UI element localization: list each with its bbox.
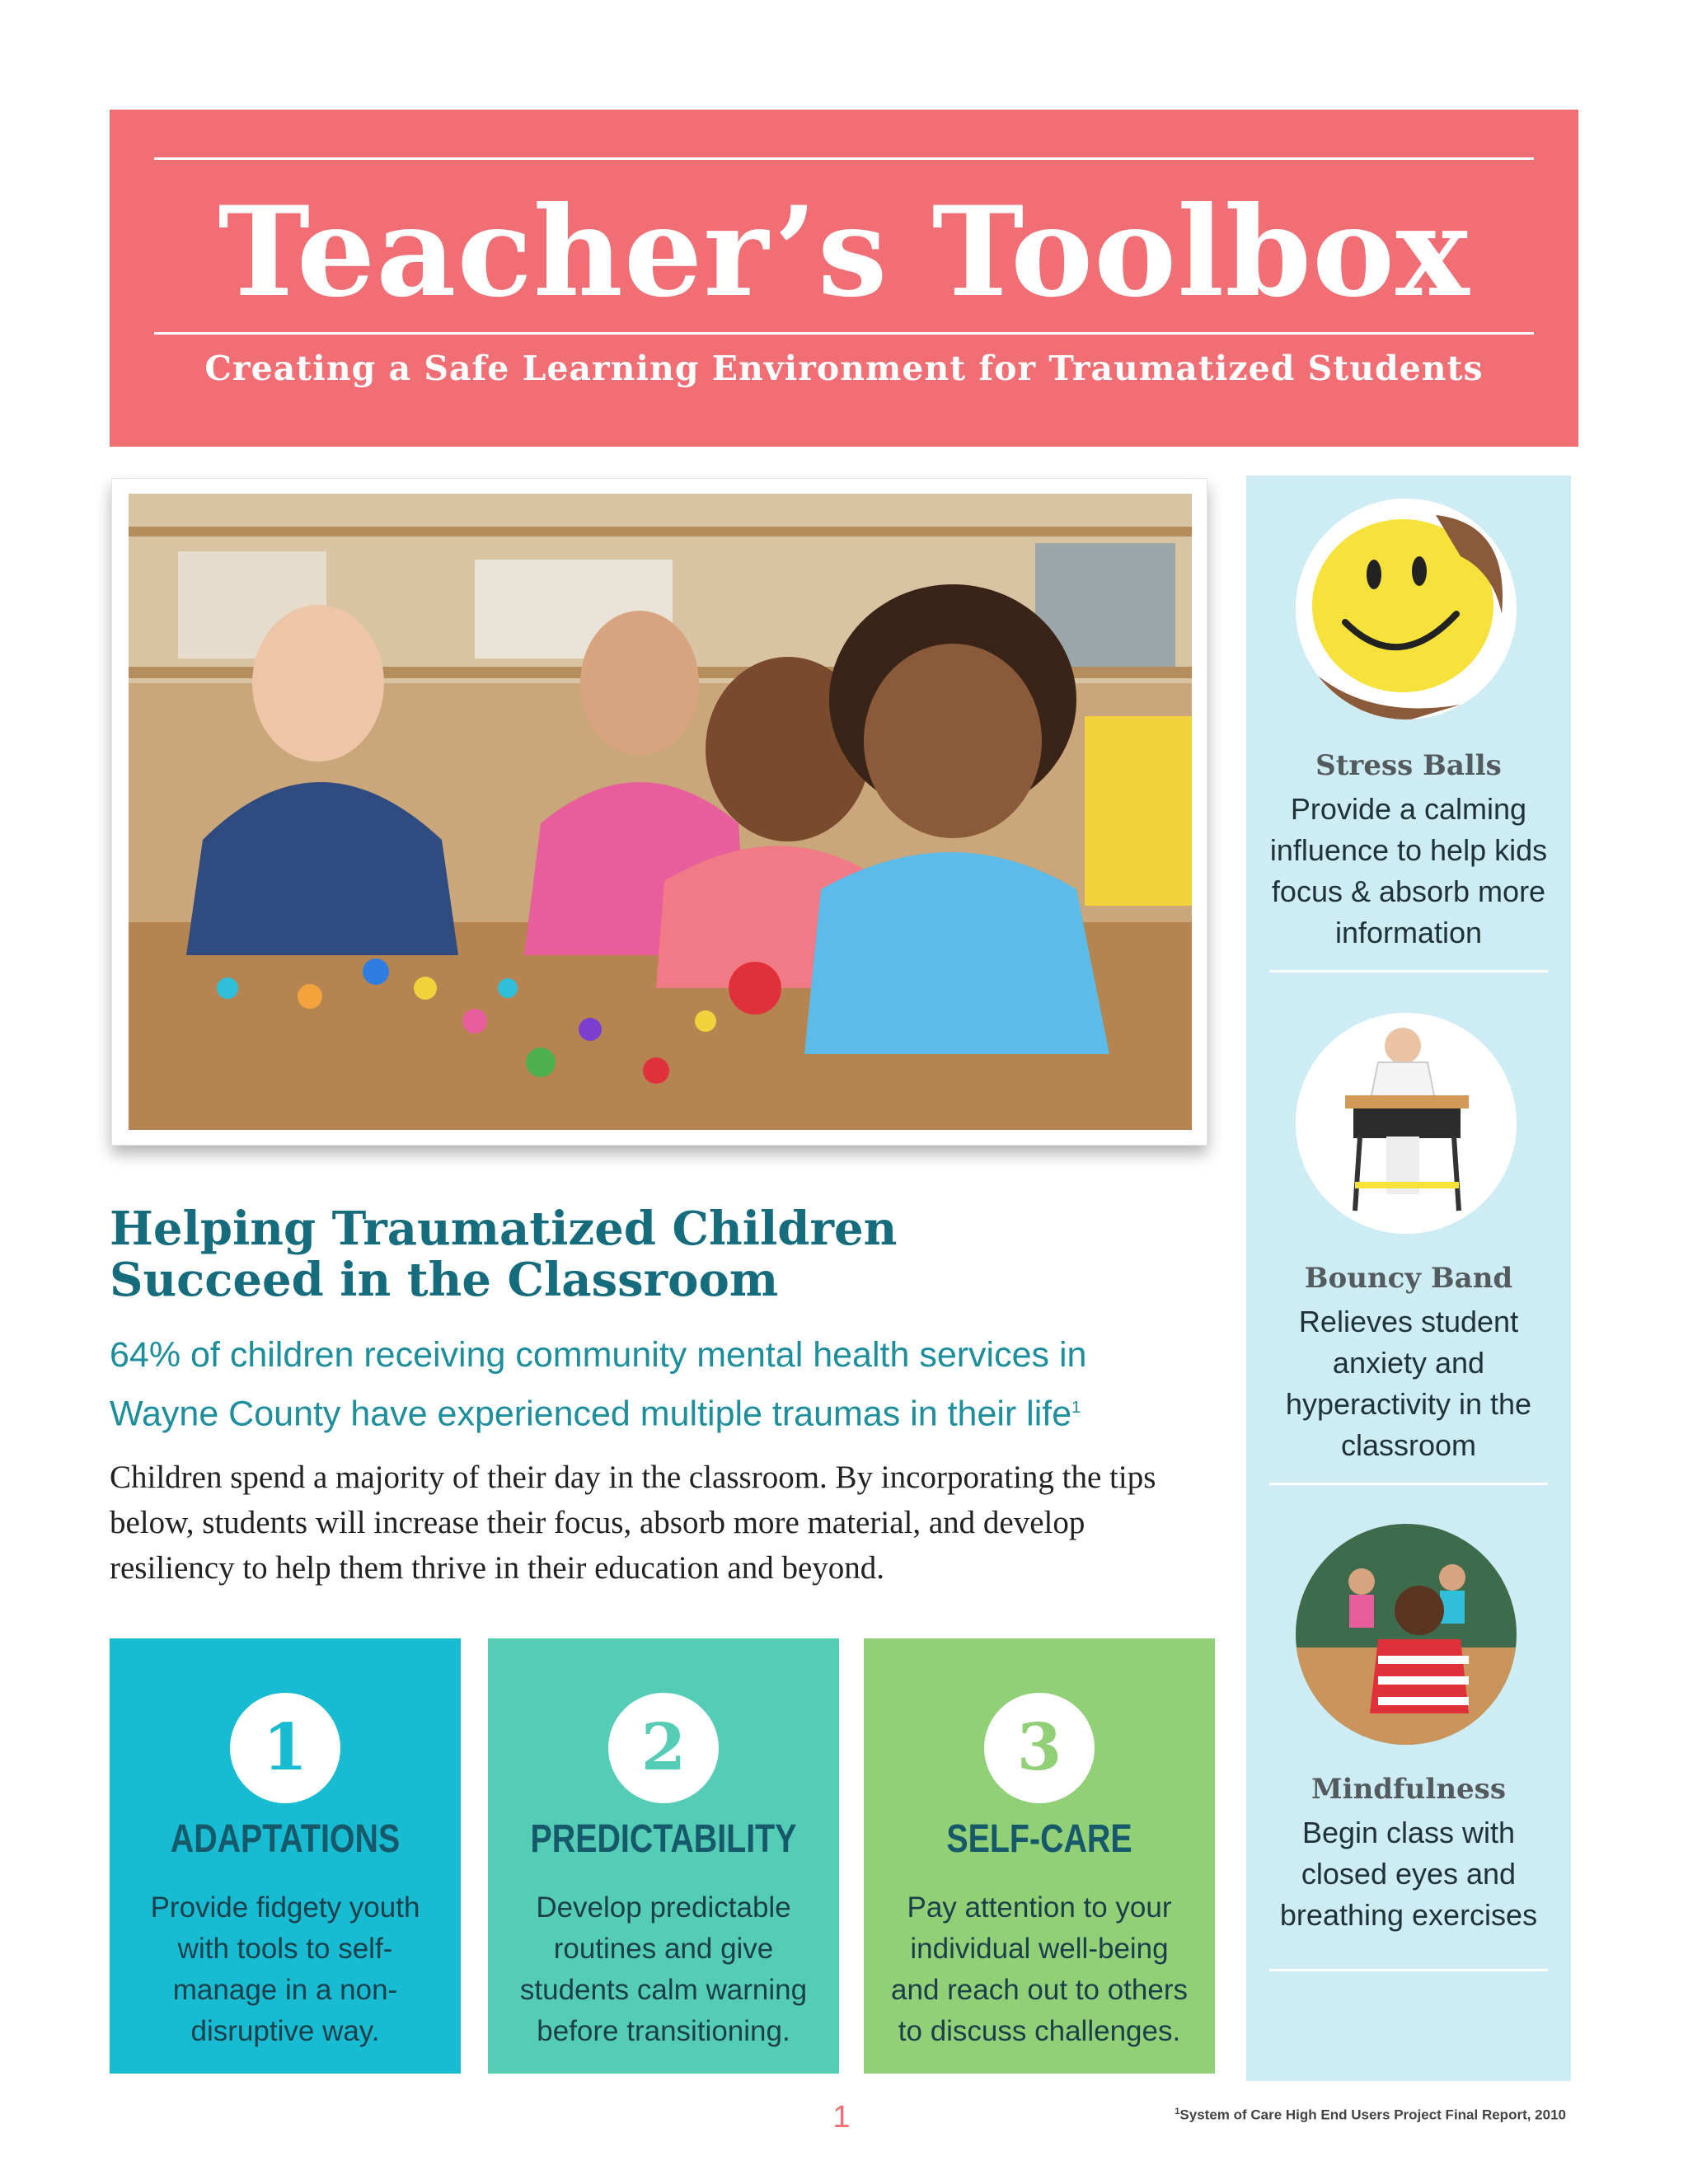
tip-heading: PREDICTABILITY: [530, 1817, 797, 1861]
tip-heading: SELF-CARE: [946, 1817, 1132, 1861]
header-banner: [110, 110, 1578, 447]
tip-number-circle: [608, 1693, 719, 1803]
stat-line-2-text: Wayne County have experienced multiple traumas in their life: [110, 1394, 1072, 1434]
tools-sidebar: [1246, 476, 1571, 2081]
banner-top-rule: [154, 157, 1534, 160]
footnote-text: System of Care High End Users Project Final Report, 2010: [1179, 2107, 1566, 2123]
tip-number-circle: [230, 1693, 340, 1803]
tip-description: Pay attention to your individual well-being and reach out to others to discuss challenges.: [891, 1891, 1188, 2047]
page-title: Teacher’s Toolbox: [218, 180, 1470, 325]
sidebar-title-bouncy-band: Bouncy Band: [1304, 1262, 1513, 1295]
banner-bottom-rule: [154, 332, 1534, 335]
tip-box-self-care: [864, 1638, 1215, 2074]
statistic-text: [110, 1329, 1222, 1440]
headline-line-1: Helping Traumatized Children: [110, 1202, 898, 1256]
headline-line-2: Succeed in the Classroom: [110, 1253, 779, 1307]
sidebar-desc-mindfulness: Begin class with closed eyes and breathing exercises: [1279, 1816, 1538, 1932]
bouncy-band-image: [1296, 1013, 1517, 1234]
footnote-mark: 1: [1175, 2107, 1180, 2116]
stat-line-2: [110, 1381, 1222, 1440]
tip-number-circle: [984, 1693, 1095, 1803]
sidebar-desc-stress-balls: Provide a calming influence to help kids focus & absorb more information: [1269, 792, 1548, 949]
stat-footnote-mark: 1: [1071, 1399, 1081, 1417]
meditating-children-icon: [1296, 1524, 1517, 1745]
tip-description: Develop predictable routines and give students calm warning before transitioning.: [519, 1891, 808, 2047]
tip-description: Provide fidgety youth with tools to self-manage in a non-disruptive way.: [150, 1891, 420, 2047]
page-subtitle: Creating a Safe Learning Environment for Traumatized Students: [204, 349, 1484, 388]
stat-line-1: 64% of children receiving community mental health services in: [110, 1335, 1087, 1375]
sidebar-desc-bouncy-band: Relieves student anxiety and hyperactivity in the classroom: [1285, 1305, 1532, 1462]
footnote: [1175, 2107, 1566, 2124]
children-playing-illustration: [129, 494, 1192, 1130]
classroom-photo: [111, 478, 1207, 1146]
sidebar-title-stress-balls: Stress Balls: [1315, 749, 1502, 782]
tip-box-adaptations: [110, 1638, 461, 2074]
stress-ball-icon: [1296, 499, 1517, 719]
sidebar-divider: [1269, 1969, 1548, 1971]
section-headline: [110, 1203, 1206, 1305]
intro-paragraph: Children spend a majority of their day in the classroom. By incorporating the tips below, students will increase their focus, absorb more material, and develop resiliency to help them thrive in their education and beyond.: [110, 1460, 1156, 1586]
sidebar-divider: [1269, 1483, 1548, 1485]
tip-number: 1: [262, 1710, 308, 1785]
tip-box-predictability: [488, 1638, 839, 2074]
tip-number: 2: [640, 1710, 687, 1785]
desk-with-band-icon: [1296, 1013, 1517, 1234]
stress-ball-image: [1296, 499, 1517, 719]
mindfulness-image: [1296, 1524, 1517, 1745]
page-number: 1: [832, 2100, 851, 2135]
sidebar-title-mindfulness: Mindfulness: [1311, 1773, 1506, 1806]
sidebar-divider: [1269, 970, 1548, 972]
tip-heading: ADAPTATIONS: [170, 1817, 401, 1861]
tip-number: 3: [1016, 1710, 1062, 1785]
